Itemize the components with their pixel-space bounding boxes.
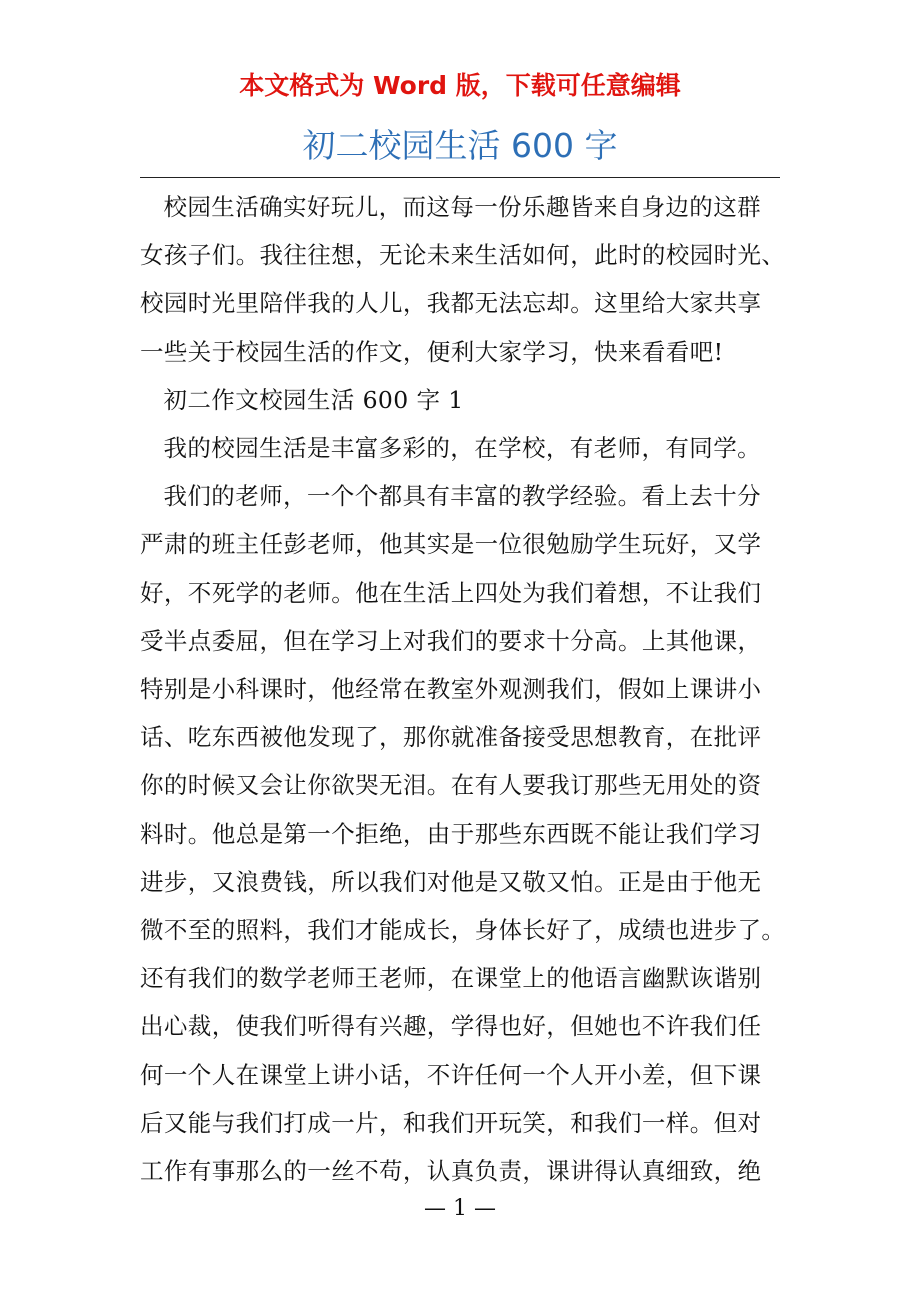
paragraph-1-line-1: 我的校园生活是丰富多彩的，在学校，有老师，有同学。 [163,434,761,463]
paragraph-2-line-13: 何一个人在课堂上讲小话，不许任何一个人开小差，但下课 [140,1060,762,1089]
paragraph-2-line-11: 还有我们的数学老师王老师，在课堂上的他语言幽默诙谐别 [140,964,762,993]
document-body [140,183,786,1195]
paragraph-2-line-2: 严肃的班主任彭老师，他其实是一位很勉励学生玩好，又学 [140,530,762,559]
title-divider [140,177,780,178]
paragraph-2-line-14: 后又能与我们打成一片，和我们开玩笑，和我们一样。但对 [140,1108,762,1137]
title-text: 初二校园生活 600 字 [302,126,618,165]
paragraph-intro-line-1: 校园生活确实好玩儿，而这每一份乐趣皆来自身边的这群 [163,193,761,221]
page-number [0,1194,920,1224]
paragraph-2-line-4: 受半点委屈，但在学习上对我们的要求十分高。上其他课， [140,626,762,655]
paragraph-2-line-12: 出心裁，使我们听得有兴趣，学得也好，但她也不许我们任 [140,1012,762,1041]
paragraph-2-line-8: 料时。他总是第一个拒绝，由于那些东西既不能让我们学习 [140,819,762,848]
paragraph-2-line-9: 进步，又浪费钱，所以我们对他是又敬又怕。正是由于他无 [140,867,762,896]
paragraph-2-line-1: 我们的老师，一个个都具有丰富的教学经验。看上去十分 [163,482,761,511]
paragraph-intro-line-4: 一些关于校园生活的作文，便利大家学习，快来看看吧! [140,337,724,366]
paragraph-2-line-5: 特别是小科课时，他经常在教室外观测我们，假如上课讲小 [140,675,762,704]
editable-format-banner [0,66,920,106]
banner-text: 本文格式为 Word 版，下载可任意编辑 [239,71,681,100]
essay-heading: 初二作文校园生活 600 字 1 [163,385,464,414]
paragraph-2-line-3: 好，不死学的老师。他在生活上四处为我们着想，不让我们 [140,578,762,607]
paragraph-intro-line-3: 校园时光里陪伴我的人儿，我都无法忘却。这里给大家共享 [140,289,762,318]
page-number-text: — 1 — [424,1196,496,1221]
document-title [0,122,920,170]
paragraph-intro-line-2: 女孩子们。我往往想，无论未来生活如何，此时的校园时光、 [140,241,786,270]
paragraph-2-line-15: 工作有事那么的一丝不苟，认真负责，课讲得认真细致，绝 [140,1157,762,1186]
paragraph-2-line-7: 你的时候又会让你欲哭无泪。在有人要我订那些无用处的资 [140,771,762,800]
paragraph-2-line-10: 微不至的照料，我们才能成长，身体长好了，成绩也进步了。 [140,916,786,945]
paragraph-2-line-6: 话、吃东西被他发现了，那你就准备接受思想教育，在批评 [140,723,762,752]
